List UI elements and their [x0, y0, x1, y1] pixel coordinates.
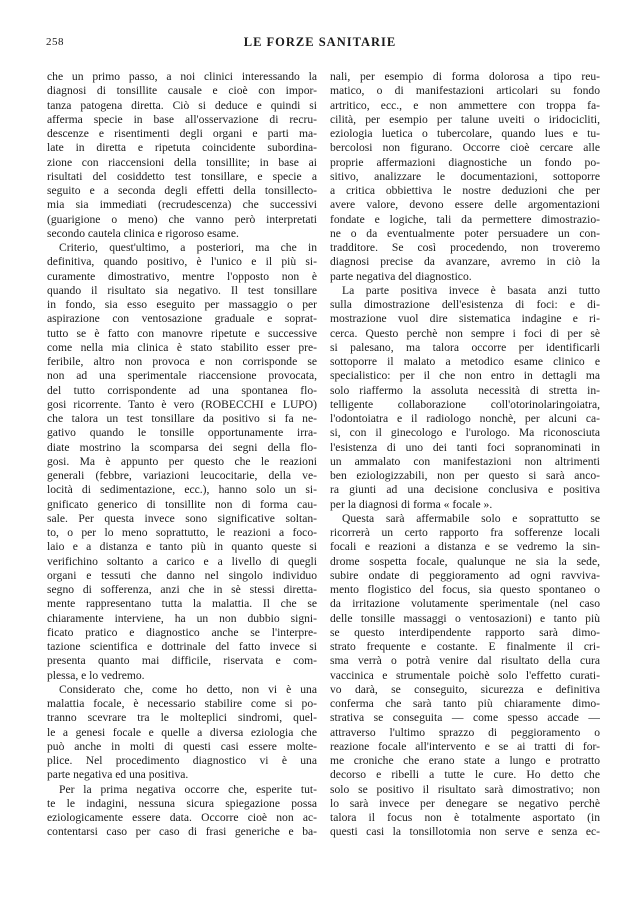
- right-column-line: si, con il ginecologo e l'urologo. Ma riconosciuta: [330, 426, 600, 440]
- left-column-line: presenta quanto mai difficile, riservata e com-: [47, 654, 317, 668]
- right-column-line: ben eziologizzabili, non per questo si sarà anco-: [330, 469, 600, 482]
- left-column-line: gnificato generico di tonsillite non di forma cau-: [47, 497, 317, 511]
- left-column-line: tranno scevrare tra le molteplici sindromi, quel-: [47, 711, 317, 725]
- right-column-line: solo riaffermo la assoluta necessità di stretta in-: [330, 383, 600, 397]
- left-column-line: segno di sofferenza, anzi che in sè stessi diretta-: [47, 583, 317, 596]
- left-column-line: diagnosi di tonsillite causale e cioè con impor-: [47, 84, 317, 98]
- left-column-line: feribile, altro non provoca e non corrisponde se: [47, 355, 317, 368]
- right-column-line: ricorrerà un certo rapporto fra sofferenze locali: [330, 526, 600, 539]
- running-title: LE FORZE SANITARIE: [243, 35, 397, 49]
- left-column-line: afferma specie in base all'osservazione di recru-: [47, 112, 317, 126]
- left-column-line: verifichino soltanto a carico e a livello di quegli: [47, 554, 317, 568]
- right-column-line: subire ondate di peggioramento ad ogni ravviva-: [330, 568, 600, 582]
- left-column-line: può anche in molti di questi casi essere molte-: [47, 739, 317, 753]
- right-column-line: tradditore. Se così procedendo, non troveremo: [330, 241, 600, 254]
- right-column-line: focali e reazioni a distanza e se vedremo la sin-: [330, 540, 600, 554]
- right-column-line: reazione focale all'intervento e se ai tratti di for-: [330, 739, 600, 753]
- left-column-line: del tutto corrispondente ad una spontanea flo-: [47, 383, 317, 397]
- left-column-line: contentarsi caso per caso di frasi generiche e ba-: [47, 825, 317, 839]
- left-column-line: quando il risultato sia negativo. Il test tonsillare: [47, 283, 317, 297]
- right-column-line: mento flogistico del focus, sia questo spontaneo o: [330, 583, 600, 596]
- left-column-line: secondo cautela clinica e rigoroso esame.: [47, 226, 239, 240]
- right-column-line: drome sospetta focale, qualunque ne sia la sede,: [330, 554, 600, 568]
- right-column-line: strativa se conseguita — come spesso accade —: [330, 711, 600, 725]
- left-column-line: tazione scientifica e dottrinale del fatto invece si: [47, 640, 317, 653]
- left-column-line: risultati del cosiddetto test tonsillare, e specie a: [47, 169, 317, 183]
- left-column-line: to, o per lo meno soprattutto, le reazioni a foco-: [47, 526, 317, 539]
- right-column-line: proprie affermazioni diagnostiche un fondo po-: [330, 155, 600, 169]
- right-column-line: specialistico: per il che non entro in dettagli ma: [330, 369, 600, 383]
- right-column-line: vaccinica e strumentale poichè solo l'effetto curati-: [330, 668, 600, 682]
- left-column-line: chiaramente interviene, ha un non dubbio signi-: [47, 611, 317, 625]
- right-column-line: artritico, ecc., e non ammettere con troppa fa-: [330, 98, 600, 112]
- page-number: 258: [46, 36, 64, 48]
- left-column-line: gosi. Ma è appunto per questo che le reazioni: [47, 454, 317, 468]
- left-column-line: te le indagini, nessuna sicura spiegazione possa: [47, 796, 317, 810]
- left-column-line: (guarigione o meno) che vanno però interpretati: [47, 212, 317, 226]
- left-column-line: eziologicamente essere data. Occorre cioè non ac-: [47, 811, 317, 824]
- left-column-line: tutto se è fatto con manovre ripetute e successive: [47, 326, 317, 340]
- right-column-line: eziologia luetica o tubercolare, quando lues e tu-: [330, 127, 600, 140]
- left-column-line: ficato pratico e diagnostico anche se l'interpre-: [47, 625, 317, 639]
- right-column-line: mostrazione vuol dire sistematica indagine e ri-: [330, 312, 600, 326]
- left-column-line: definitiva, quando positivo, è l'unico e il più si-: [47, 255, 317, 269]
- left-column: [47, 70, 317, 840]
- right-column-line: attraverso l'ultimo sprazzo di peggioramento o: [330, 725, 600, 739]
- left-column-line: Per la prima negativa occorre che, esperite tut-: [59, 782, 317, 796]
- right-column-line: solo se positivo il risultato sarà dimostrativo; non: [330, 782, 600, 796]
- right-column-line: bercolosi non figurano. Occorre cioè cercare alle: [330, 141, 600, 155]
- left-column-line: organi e tessuti che danno nel singolo individuo: [47, 568, 317, 582]
- right-column-line: ra giunti ad una decisione conclusiva e positiva: [330, 483, 600, 497]
- right-column-line: l'odontoiatra e il radiologo nonchè, per alcuni ca-: [330, 412, 600, 425]
- right-column-line: da irritazione volutamente sperimentale (nel caso: [330, 597, 600, 611]
- right-column-line: se questo interdipendente rapporto sarà dimo-: [330, 625, 600, 639]
- left-column-line: in fondo, sia esso eseguito per massaggio o per: [47, 298, 317, 311]
- right-column-line: matico, o di manifestazioni articolari su fondo: [330, 84, 600, 98]
- left-column-line: che talora un test tonsillare da positivo si fa ne-: [47, 412, 317, 425]
- left-column-line: zione con riaccensioni della tonsillite; in base ai: [47, 155, 317, 169]
- left-column-line: locità di sedimentazione, ecc.), hanno solo un si-: [47, 483, 317, 497]
- left-column-line: Considerato che, come ho detto, non vi è una: [59, 682, 317, 696]
- right-column-line: fondate e logiche, tali da permettere dimostrazio-: [330, 212, 600, 226]
- right-column-line: delle tonsille massaggi o ventosazioni) e tanto più: [330, 611, 600, 625]
- left-column-line: aspirazione con ventosazione graduale e soprat-: [47, 312, 317, 326]
- right-column-line: si palesano, ma talora occorre per identificarli: [330, 340, 600, 354]
- right-column-line: parte negativa del diagnostico.: [330, 269, 472, 283]
- right-column-line: strato frequente e costante. E finalmente il cri-: [330, 640, 600, 653]
- right-column-line: diagnosi precise da avanzare, avremo in ciò la: [330, 255, 600, 269]
- left-column-line: come nella mia clinica è stato stabilito esser pre-: [47, 340, 317, 354]
- right-column-line: decorso e ribelli a tutte le cure. Ho detto che: [330, 768, 600, 782]
- right-column-line: La parte positiva invece è basata anzi tutto: [342, 283, 600, 297]
- left-column-line: descenze e risentimenti degli organi e parti ma-: [47, 127, 317, 140]
- right-column-line: telligente collaborazione coll'otorinolaringoiatra,: [330, 397, 600, 411]
- left-column-line: tanza patogena diretta. Ciò si deduce e quindi si: [47, 98, 317, 112]
- right-column-line: lo sarà invece per denegare se negativo perchè: [330, 796, 600, 810]
- left-column-line: generali (febbre, variazioni leucocitarie, della ve-: [47, 469, 317, 482]
- left-column-line: le a genesi focale e quelle a diversa eziologia che: [47, 725, 317, 739]
- right-column-line: sma verrà o potrà venire dal risultato della cura: [330, 654, 600, 668]
- right-column-line: sulla dimostrazione dell'esistenza di foci: e di-: [330, 298, 600, 311]
- left-column-line: non ad una sperimentale riaccensione provocata,: [47, 369, 317, 383]
- right-column-line: ne o da eventualmente poter persuadere un con-: [330, 226, 600, 240]
- left-column-line: curamente dimostrativo, mentre l'opposto non è: [47, 269, 317, 283]
- right-column-line: cilità, per esempio per talune uveiti o iridocicliti,: [330, 112, 600, 126]
- right-column-line: talora il focus non è totalmente asportato (in: [330, 811, 600, 824]
- right-column: [330, 70, 600, 840]
- right-column-line: avere valore, devono essere delle argomentazioni: [330, 198, 600, 212]
- left-column-line: sale. Per questa invece sono significative soltan-: [47, 511, 317, 525]
- right-column-line: conferma che sarà tanto più chiaramente dimo-: [330, 697, 600, 710]
- right-column-line: a critica obbiettiva le nostre deduzioni che per: [330, 184, 600, 197]
- right-column-line: nali, per esempio di forma dolorosa a tipo reu-: [330, 70, 600, 83]
- right-column-line: per la diagnosi di forma « focale ».: [330, 497, 493, 511]
- left-column-line: plice. Nel procedimento diagnostico vi è una: [47, 754, 317, 767]
- left-column-line: gosi ricorrente. Tanto è vero (ROBECCHI e LUPO): [47, 397, 317, 411]
- right-column-line: questi casi la tonsillotomia non serve e senza ec-: [330, 825, 600, 839]
- right-column-line: l'esistenza di uno dei tanti foci sopranominati in: [330, 440, 600, 454]
- left-column-line: plessa, e lo vedremo.: [47, 668, 145, 682]
- right-column-line: Questa sarà affermabile solo e soprattutto se: [342, 511, 600, 525]
- right-column-line: me croniche che erano state a lungo e protratto: [330, 754, 600, 767]
- left-column-line: parte negativa ed una positiva.: [47, 768, 189, 782]
- left-column-line: mente rappresentano tutta la malattia. Il che se: [47, 597, 317, 611]
- right-column-line: sitivo, analizzare le documentazioni, sottoporre: [330, 169, 600, 183]
- left-column-line: seguito e a seconda degli effetti della tonsillecto-: [47, 184, 317, 197]
- right-column-line: sottoporre il malato a metodico esame clinico e: [330, 355, 600, 368]
- left-column-line: laio e a distanza e tanto più in quanto queste si: [47, 540, 317, 554]
- right-column-line: un ammalato con manifestazioni non altrimenti: [330, 454, 600, 468]
- left-column-line: diate mostrino la scomparsa dei segni della flo-: [47, 440, 317, 454]
- left-column-line: che un primo passo, a noi clinici interessando la: [47, 70, 317, 83]
- left-column-line: malattia focale, è necessario stabilire come si po-: [47, 697, 317, 710]
- right-column-line: vo darà, se conseguito, sicurezza e definitiva: [330, 682, 600, 696]
- left-column-line: gativo quando le tonsille opportunamente irra-: [47, 426, 317, 440]
- left-column-line: late in diretta e ripetuta coincidente subordina-: [47, 141, 317, 155]
- left-column-line: Criterio, quest'ultimo, a posteriori, ma che in: [59, 241, 317, 254]
- right-column-line: cerca. Questo perchè non sempre i foci di per sè: [330, 326, 600, 340]
- left-column-line: mia sia immediati (recrudescenza) che successivi: [47, 198, 317, 212]
